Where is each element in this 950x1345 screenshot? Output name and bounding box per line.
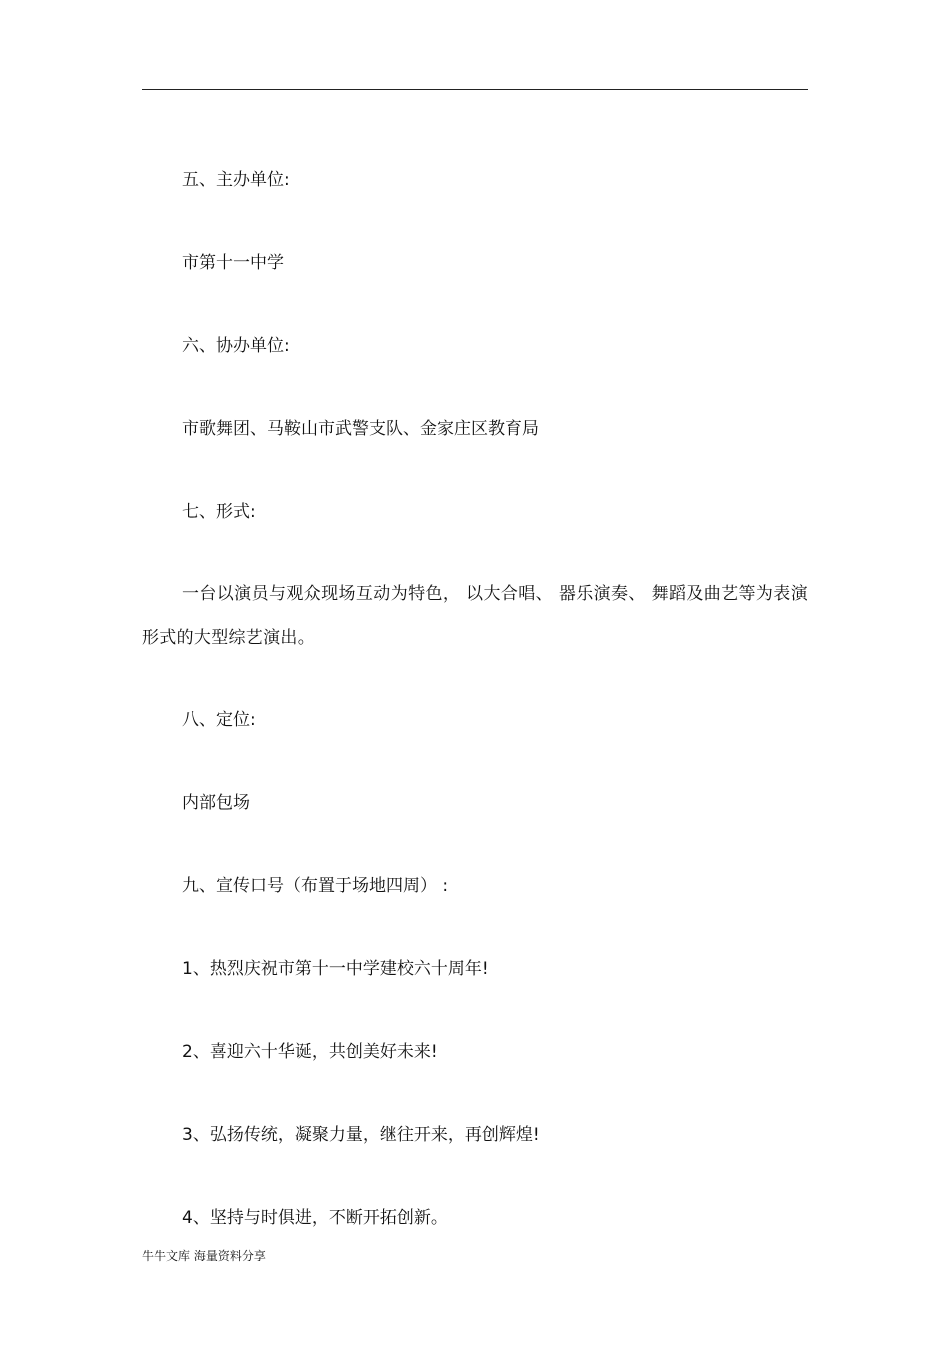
- section-heading-positioning: 八、定位:: [182, 710, 256, 730]
- section-heading-co-organizer: 六、协办单位:: [182, 336, 290, 356]
- slogan-item-1: 1、热烈庆祝市第十一中学建校六十周年!: [182, 959, 489, 979]
- section-heading-slogans: 九、宣传口号（布置于场地四周） :: [182, 876, 449, 896]
- positioning-value: 内部包场: [182, 793, 250, 813]
- header-rule: [142, 89, 808, 90]
- section-heading-organizer: 五、主办单位:: [182, 170, 290, 190]
- slogan-item-3: 3、弘扬传统，凝聚力量，继往开来，再创辉煌!: [182, 1125, 540, 1145]
- slogan-item-4: 4、坚持与时俱进，不断开拓创新。: [182, 1208, 448, 1228]
- co-organizer-names: 市歌舞团、马鞍山市武警支队、金家庄区教育局: [182, 419, 539, 439]
- section-heading-format: 七、形式:: [182, 502, 256, 522]
- format-description: 一台以演员与观众现场互动为特色， 以大合唱、 器乐演奏、 舞蹈及曲艺等为表演形式的大型综艺演出。: [142, 584, 808, 648]
- slogan-item-2: 2、喜迎六十华诞，共创美好未来!: [182, 1042, 438, 1062]
- footer-text: 牛牛文库 海量资料分享: [142, 1249, 266, 1263]
- organizer-name: 市第十一中学: [182, 253, 284, 273]
